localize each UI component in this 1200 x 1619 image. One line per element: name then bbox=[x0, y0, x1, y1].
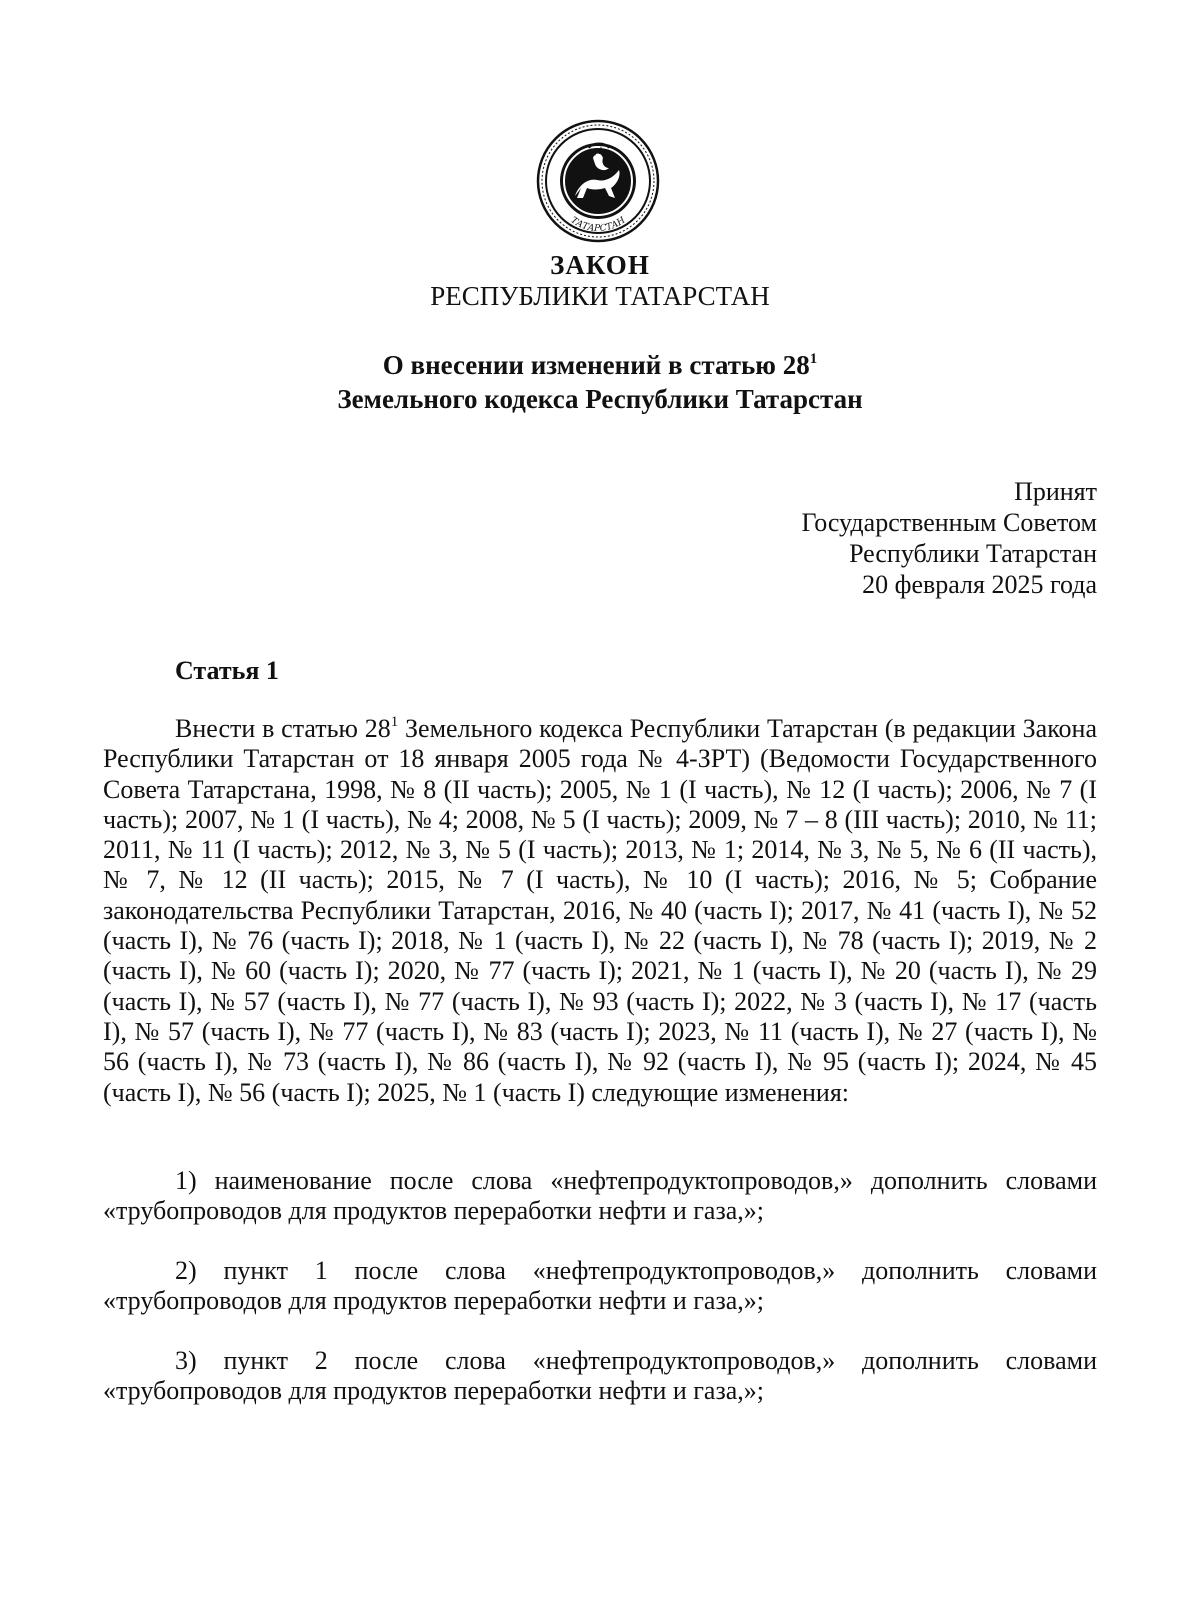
amendment-item-1: 1) наименование после слова «нефтепродуктопроводов,» дополнить словами «трубопроводов для продуктов переработки нефти и газа,»; bbox=[103, 1166, 1097, 1226]
article-intro-prefix: Внести в статью 28 bbox=[175, 714, 391, 743]
article-intro-superscript: 1 bbox=[390, 714, 399, 730]
tatarstan-coat-of-arms-icon bbox=[535, 118, 661, 244]
law-title-line-1-text: О внесении изменений в статью 28 bbox=[382, 350, 810, 380]
law-title-line-1 bbox=[0, 350, 1200, 381]
article-intro-rest: Земельного кодекса Республики Татарстан (в редакции Закона Республики Татарстан от 18 января 2005 года № 4-ЗРТ) (Ведомости Государственного Совета Татарстана, 1998, № 8 (II часть); 2005, № 1 (I часть), № 12 (I часть); 2006, № 7 (I часть); 2007, № 1 (I часть), № 4; 2008, № 5 (I часть); 2009, № 7 – 8 (III часть); 2010, № 11; 2011, № 11 (I часть); 2012, № 3, № 5 (I часть); 2013, № 1; 2014, № 3, № 5, № 6 (II часть), № 7, № 12 (II часть); 2015, № 7 (I часть), № 10 (I часть); 2016, № 5; Собрание законодательства Республики Татарстан, 2016, № 40 (часть I); 2017, № 41 (часть I), № 52 (часть I), № 76 (часть I); 2018, № 1 (часть I), № 22 (часть I), № 78 (часть I); 2019, № 2 (часть I), № 60 (часть I); 2020, № 77 (часть I); 2021, № 1 (часть I), № 20 (часть I), № 29 (часть I), № 57 (часть I), № 77 (часть I), № 93 (часть I); 2022, № 3 (часть I), № 17 (часть I), № 57 (часть I), № 77 (часть I), № 83 (часть I); 2023, № 11 (часть I), № 27 (часть I), № 56 (часть I), № 73 (часть I), № 86 (часть I), № 92 (часть I), № 95 (часть I); 2024, № 45 (часть I), № 56 (часть I); 2025, № 1 (часть I) следующие изменения: bbox=[103, 714, 1097, 1107]
law-issuer-heading: РЕСПУБЛИКИ ТАТАРСТАН bbox=[430, 281, 770, 311]
article-heading: Статья 1 bbox=[175, 656, 279, 685]
adoption-line-3: Республики Татарстан bbox=[849, 539, 1097, 568]
coat-of-arms-emblem bbox=[535, 118, 661, 244]
adoption-line-2: Государственным Советом bbox=[801, 508, 1097, 537]
adoption-date: 20 февраля 2025 года bbox=[862, 570, 1097, 599]
law-title-superscript: 1 bbox=[809, 351, 818, 367]
adoption-line-1: Принят bbox=[1014, 477, 1097, 506]
amendment-item-3: 3) пункт 2 после слова «нефтепродуктопроводов,» дополнить словами «трубопроводов для продуктов переработки нефти и газа,»; bbox=[103, 1346, 1097, 1406]
law-kind-heading: ЗАКОН bbox=[550, 250, 650, 280]
article-intro-paragraph bbox=[103, 714, 1097, 1108]
amendment-item-2: 2) пункт 1 после слова «нефтепродуктопроводов,» дополнить словами «трубопроводов для продуктов переработки нефти и газа,»; bbox=[103, 1256, 1097, 1316]
adoption-block bbox=[801, 476, 1097, 600]
law-title-line-2: Земельного кодекса Республики Татарстан bbox=[337, 384, 863, 414]
emblem-ring-text: ТАТАРСТАН bbox=[568, 215, 628, 234]
